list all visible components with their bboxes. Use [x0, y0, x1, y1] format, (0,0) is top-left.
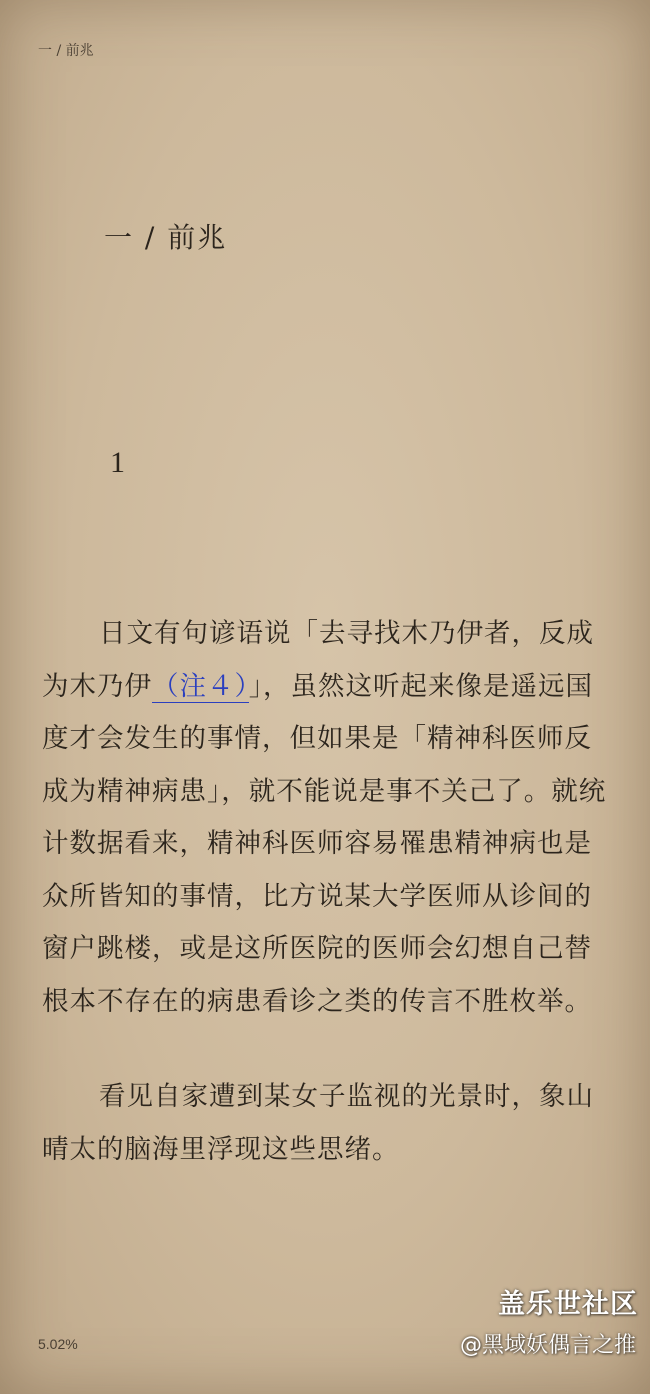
chapter-title: 一 / 前兆 — [104, 221, 228, 254]
reading-progress: 5.02% — [38, 1336, 78, 1352]
paragraph-2: 看见自家遭到某女子监视的光景时，象山晴太的脑海里浮现这些思绪。 — [42, 1081, 594, 1165]
paragraph-1-text-start: 日文有句谚语说「去寻找木乃伊者，反成为木乃伊 — [42, 618, 594, 702]
section-number: 1 — [110, 446, 125, 479]
running-header: 一 / 前兆 — [38, 43, 94, 59]
watermark-community: 盖乐世社区 — [498, 1289, 638, 1320]
reading-body[interactable] — [42, 608, 614, 1176]
footnote-link[interactable]: （注４） — [152, 670, 249, 702]
paragraph-1 — [42, 608, 614, 1028]
paragraph-1-text-end: 」，虽然这听起来像是遥远国度才会发生的事情，但如果是「精神科医师反成为精神病患」，就不能说是事不关己了。就统计数据看来，精神科医师容易罹患精神病也是众所皆知的事情，比方说某大学医师从诊间的窗户跳楼，或是这所医院的医师会幻想自己替根本不存在的病患看诊之类的传言不胜枚举。 — [42, 670, 607, 1017]
watermark-author: @黑域妖偶言之推 — [459, 1333, 636, 1358]
